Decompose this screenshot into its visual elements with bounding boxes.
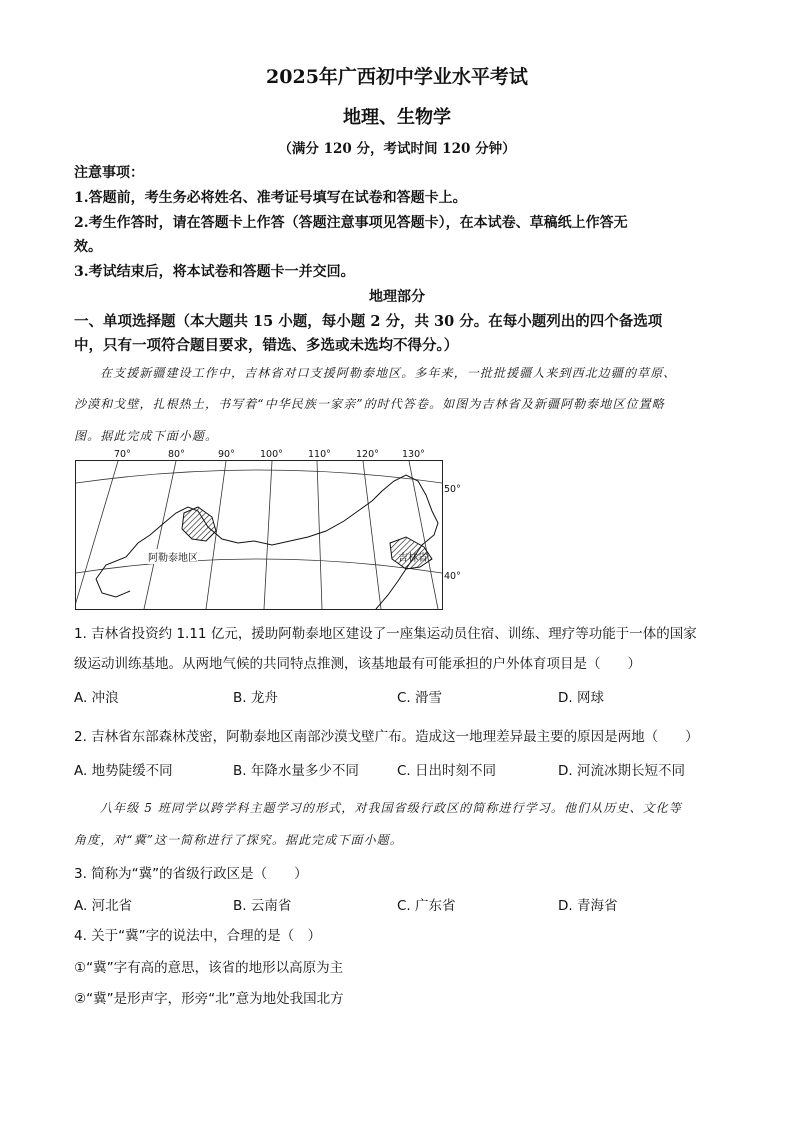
- lon-label-80: 80°: [168, 449, 185, 460]
- passage1-line2: 沙漠和戈壁，扎根热土，书写着“中华民族一家亲”的时代答卷。如图为吉林省及新疆阿勒泰地区位置略: [74, 397, 665, 411]
- lat-line-40: [76, 559, 442, 573]
- lat-label-50: 50°: [444, 484, 461, 495]
- location-map: [75, 460, 443, 610]
- lon-label-100: 100°: [260, 449, 283, 460]
- q3-stem: 3. 简称为“冀”的省级行政区是（ ）: [74, 866, 308, 882]
- q1-line1: 1. 吉林省投资约 1.11 亿元，援助阿勒泰地区建设了一座集运动员住宿、训练、理疗等功能于一体的国家: [74, 626, 697, 642]
- note-item-2-cont: 效。: [74, 239, 102, 255]
- q4-stem: 4. 关于“冀”字的说法中，合理的是（ ）: [74, 928, 322, 944]
- passage2-line1: 八年级 5 班同学以跨学科主题学习的形式，对我国省级行政区的简称进行学习。他们从历史、文化等: [100, 801, 682, 815]
- q1-option-b: B. 龙舟: [233, 690, 278, 706]
- border-outline-west: [96, 579, 130, 597]
- q2-option-a: A. 地势陡缓不同: [74, 763, 173, 779]
- subject-title: 地理、生物学: [343, 107, 451, 128]
- q3-option-b: B. 云南省: [233, 898, 292, 914]
- notes-heading: 注意事项：: [74, 165, 144, 181]
- border-outline: [96, 475, 438, 609]
- q3-option-c: C. 广东省: [397, 898, 456, 914]
- meridian-70: [76, 461, 118, 609]
- q2-option-c: C. 日出时刻不同: [397, 763, 497, 779]
- passage2-line2: 角度，对“冀”这一简称进行了探究。据此完成下面小题。: [74, 833, 403, 847]
- lon-label-110: 110°: [308, 449, 331, 460]
- q1-option-d: D. 网球: [558, 690, 604, 706]
- meridian-120: [363, 461, 381, 609]
- q1-option-a: A. 冲浪: [74, 690, 119, 706]
- passage1-line1: 在支援新疆建设工作中，吉林省对口支援阿勒泰地区。多年来，一批批援疆人来到西北边疆的草原、: [100, 366, 677, 380]
- section-heading-line2: 中，只有一项符合题目要求，错选、多选或未选均不得分。）: [74, 337, 459, 354]
- note-item-2: 2.考生作答时，请在答题卡上作答（答题注意事项见答题卡），在本试卷、草稿纸上作答无: [74, 215, 628, 231]
- meridian-110: [317, 461, 322, 609]
- altay-region-shape: [182, 507, 216, 541]
- lat-label-40: 40°: [444, 571, 461, 582]
- q1-line2: 级运动训练基地。从两地气候的共同特点推测，该基地最有可能承担的户外体育项目是（ ）: [74, 656, 641, 672]
- q3-option-d: D. 青海省: [558, 898, 618, 914]
- q2-stem: 2. 吉林省东部森林茂密，阿勒泰地区南部沙漠戈壁广布。造成这一地理差异最主要的原因是两地（ ）: [74, 729, 699, 745]
- q2-option-b: B. 年降水量多少不同: [233, 763, 359, 779]
- lon-label-130: 130°: [402, 449, 425, 460]
- q1-option-c: C. 滑雪: [397, 690, 443, 706]
- lon-label-90: 90°: [218, 449, 235, 460]
- q4-statement-1: ①“冀”字有高的意思，该省的地形以高原为主: [74, 960, 344, 976]
- exam-title: 2025年广西初中学业水平考试: [266, 66, 528, 88]
- q4-statement-2: ②“冀”是形声字，形旁“北”意为地处我国北方: [74, 991, 344, 1007]
- lat-line-50: [76, 470, 442, 483]
- note-item-1: 1.答题前，考生务必将姓名、准考证号填写在试卷和答题卡上。: [74, 190, 467, 206]
- q3-option-a: A. 河北省: [74, 898, 133, 914]
- passage1-line3: 图。据此完成下面小题。: [74, 429, 219, 443]
- map-svg: [76, 461, 442, 609]
- section-heading-line1: 一、单项选择题（本大题共 15 小题，每小题 2 分，共 30 分。在每小题列出的四个备选项: [74, 313, 663, 330]
- exam-meta: （满分 120 分，考试时间 120 分钟）: [278, 141, 516, 157]
- part-heading: 地理部分: [369, 289, 425, 305]
- meridian-100: [264, 461, 272, 609]
- label-jilin: 吉林省: [398, 553, 428, 564]
- meridian-80: [144, 461, 176, 609]
- lon-label-70: 70°: [114, 449, 131, 460]
- note-item-3: 3.考试结束后，将本试卷和答题卡一并交回。: [74, 264, 355, 280]
- lon-label-120: 120°: [356, 449, 379, 460]
- q2-option-d: D. 河流冰期长短不同: [558, 763, 685, 779]
- label-altay: 阿勒泰地区: [148, 549, 198, 564]
